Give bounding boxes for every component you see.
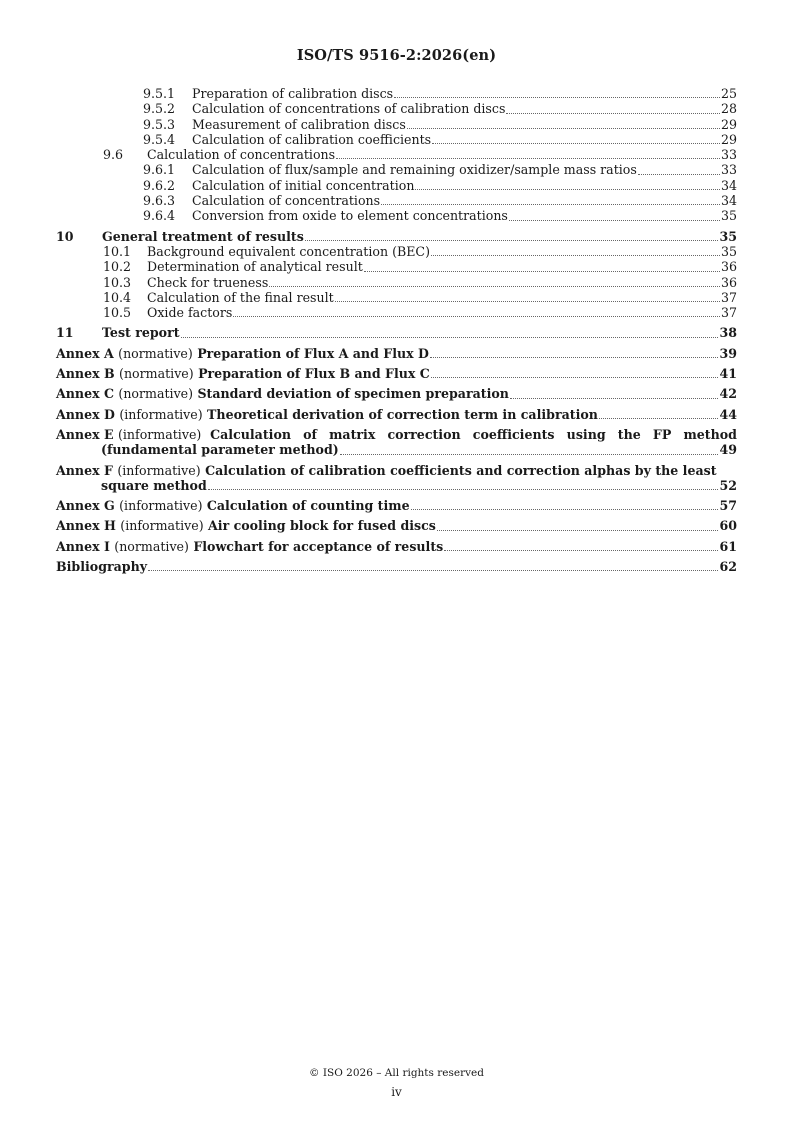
toc-leader — [381, 203, 720, 205]
toc-page: 35 — [720, 208, 737, 224]
toc-entry-9-6-2[interactable] — [56, 178, 737, 193]
toc-entry-annex-h[interactable] — [56, 518, 737, 533]
toc-page: 29 — [720, 131, 737, 147]
toc-entry-annex-e[interactable] — [56, 427, 737, 458]
toc-number: 9.6 — [103, 147, 124, 163]
toc-entry-annex-a[interactable] — [56, 346, 737, 361]
toc-page: 28 — [720, 101, 737, 117]
toc-page: 41 — [719, 366, 737, 382]
toc-title: Determination of analytical result — [147, 259, 363, 275]
toc-page: 29 — [720, 116, 737, 132]
annex-kind: (informative) — [117, 462, 201, 478]
toc-number: 9.5.4 — [143, 131, 176, 147]
toc-page: 33 — [720, 162, 737, 178]
toc-page: 62 — [719, 559, 737, 575]
toc-entry-annex-i[interactable] — [56, 539, 737, 554]
toc-entry-9-6-1[interactable] — [56, 162, 737, 177]
annex-kind: (normative) — [114, 538, 189, 554]
toc-title: Theoretical derivation of correction term in calibration — [207, 406, 598, 422]
toc-title: Preparation of Flux A and Flux D — [197, 345, 429, 361]
toc-leader — [335, 300, 720, 302]
toc-title: Oxide factors — [147, 305, 233, 321]
toc-page: 37 — [720, 289, 737, 305]
annex-kind: (normative) — [118, 386, 194, 402]
toc-title: Preparation of Flux B and Flux C — [198, 366, 430, 382]
table-of-contents — [56, 86, 737, 574]
toc-title: Calculation of calibration coefficients — [192, 131, 432, 147]
toc-leader — [233, 315, 720, 317]
toc-number: 10.3 — [103, 274, 132, 290]
toc-page: 35 — [719, 228, 737, 244]
toc-entry-10[interactable] — [56, 229, 737, 244]
toc-leader — [305, 239, 719, 241]
toc-entry-9-5-1[interactable] — [56, 86, 737, 101]
annex-kind: (informative) — [119, 406, 203, 422]
toc-title: Calculation of the final result — [147, 289, 334, 305]
toc-leader — [208, 488, 719, 490]
annex-label: Annex D — [56, 406, 115, 422]
toc-leader — [599, 417, 719, 419]
toc-number: 10.5 — [103, 305, 132, 321]
toc-title: Calculation of concentrations of calibration discs — [192, 101, 506, 117]
annex-label: Annex I — [56, 538, 110, 554]
toc-title: Conversion from oxide to element concentrations — [192, 208, 508, 224]
annex-kind: (normative) — [118, 345, 193, 361]
toc-page: 42 — [719, 386, 737, 402]
toc-number: 10.4 — [103, 289, 132, 305]
toc-entry-9-6-3[interactable] — [56, 193, 737, 208]
annex-label: Annex C — [56, 386, 115, 402]
toc-leader — [394, 96, 720, 98]
toc-title: Calculation of concentrations — [147, 147, 336, 163]
toc-leader — [340, 453, 719, 455]
toc-leader — [437, 529, 719, 531]
toc-number: 9.6.1 — [143, 162, 176, 178]
toc-leader — [430, 356, 719, 358]
copyright-notice: © ISO 2026 – All rights reserved — [309, 1067, 484, 1079]
toc-entry-11[interactable] — [56, 325, 737, 340]
toc-title: Measurement of calibration discs — [192, 116, 406, 132]
toc-title: Calculation of initial concentration — [192, 177, 415, 193]
toc-title: Check for trueness — [147, 274, 269, 290]
toc-leader — [415, 188, 720, 190]
toc-title: Calculation of concentrations — [192, 193, 381, 209]
toc-page: 57 — [719, 498, 737, 514]
toc-title: Flowchart for acceptance of results — [193, 538, 444, 554]
toc-number: 10.2 — [103, 259, 132, 275]
annex-label: Annex G — [56, 498, 115, 514]
toc-leader — [431, 254, 720, 256]
annex-label: Annex B — [56, 366, 115, 382]
toc-entry-9-5-2[interactable] — [56, 101, 737, 116]
toc-leader — [364, 270, 720, 272]
toc-entry-10-3[interactable] — [56, 275, 737, 290]
toc-leader — [432, 142, 720, 144]
toc-page: 36 — [720, 274, 737, 290]
toc-title: Preparation of calibration discs — [192, 86, 394, 101]
toc-leader — [510, 397, 719, 399]
toc-page: 36 — [720, 259, 737, 275]
toc-leader — [444, 549, 718, 551]
toc-leader — [407, 127, 720, 129]
toc-number: 9.5.2 — [143, 101, 176, 117]
toc-title: Bibliography — [56, 559, 148, 575]
toc-page: 60 — [719, 518, 737, 534]
toc-entry-9-5-3[interactable] — [56, 117, 737, 132]
toc-title: General treatment of results — [102, 228, 304, 244]
toc-number: 9.5.1 — [143, 86, 176, 101]
toc-entry-10-4[interactable] — [56, 290, 737, 305]
toc-page: 52 — [719, 477, 737, 493]
toc-entry-10-2[interactable] — [56, 259, 737, 274]
toc-title-line2: square method — [101, 477, 207, 493]
toc-title: Background equivalent concentration (BEC) — [147, 243, 430, 259]
toc-page: 37 — [720, 305, 737, 321]
toc-leader — [506, 112, 720, 114]
toc-page: 34 — [720, 177, 737, 193]
toc-page: 25 — [720, 86, 737, 101]
toc-entry-annex-f[interactable] — [56, 463, 737, 494]
toc-title: Air cooling block for fused discs — [208, 518, 436, 534]
toc-entry-10-5[interactable] — [56, 305, 737, 320]
annex-kind: (normative) — [119, 366, 194, 382]
toc-title: Test report — [102, 325, 180, 341]
toc-number: 9.6.2 — [143, 177, 176, 193]
toc-page: 35 — [720, 243, 737, 259]
toc-title-line2: (fundamental parameter method) — [101, 442, 339, 458]
toc-title-line1: Calculation of matrix correction coefficients using the FP method — [210, 426, 737, 442]
toc-title: Calculation of counting time — [206, 498, 410, 514]
toc-entry-bibliography[interactable] — [56, 559, 737, 574]
toc-entry-9-6-4[interactable] — [56, 208, 737, 223]
toc-number: 10 — [56, 228, 74, 244]
toc-entry-10-1[interactable] — [56, 244, 737, 259]
toc-number: 11 — [56, 325, 74, 341]
toc-leader — [509, 219, 720, 221]
toc-page: 34 — [720, 193, 737, 209]
toc-entry-annex-g[interactable] — [56, 498, 737, 513]
toc-number: 9.6.4 — [143, 208, 176, 224]
annex-label: Annex H — [56, 518, 116, 534]
toc-number: 10.1 — [103, 243, 132, 259]
toc-number: 9.6.3 — [143, 193, 176, 209]
annex-kind: (informative) — [120, 518, 204, 534]
toc-entry-annex-b[interactable] — [56, 366, 737, 381]
toc-title: Standard deviation of specimen preparation — [197, 386, 509, 402]
toc-page: 39 — [719, 345, 737, 361]
toc-title-line1: Calculation of calibration coefficients and correction alphas by the least — [205, 462, 717, 478]
toc-title: Calculation of flux/sample and remaining oxidizer/sample mass ratios — [192, 162, 637, 178]
document-header: ISO/TS 9516-2:2026(en) — [296, 47, 497, 64]
annex-label: Annex E — [56, 426, 114, 442]
annex-kind: (informative) — [117, 426, 202, 442]
toc-page: 44 — [719, 406, 737, 422]
toc-number: 9.5.3 — [143, 116, 176, 132]
toc-entry-9-6[interactable] — [56, 147, 737, 162]
annex-label: Annex F — [56, 462, 113, 478]
page-number: iv — [391, 1085, 402, 1099]
toc-leader — [336, 157, 720, 159]
toc-leader — [431, 376, 719, 378]
toc-leader — [269, 285, 720, 287]
toc-entry-annex-d[interactable] — [56, 407, 737, 422]
toc-leader — [638, 173, 720, 175]
toc-page: 38 — [719, 325, 737, 341]
annex-label: Annex A — [56, 345, 114, 361]
toc-entry-9-5-4[interactable] — [56, 132, 737, 147]
toc-entry-annex-c[interactable] — [56, 386, 737, 401]
annex-kind: (informative) — [119, 498, 203, 514]
toc-leader — [411, 508, 719, 510]
toc-page: 49 — [719, 442, 737, 458]
toc-page: 61 — [719, 538, 737, 554]
toc-page: 33 — [720, 147, 737, 163]
toc-leader — [148, 569, 718, 571]
toc-leader — [181, 336, 719, 338]
